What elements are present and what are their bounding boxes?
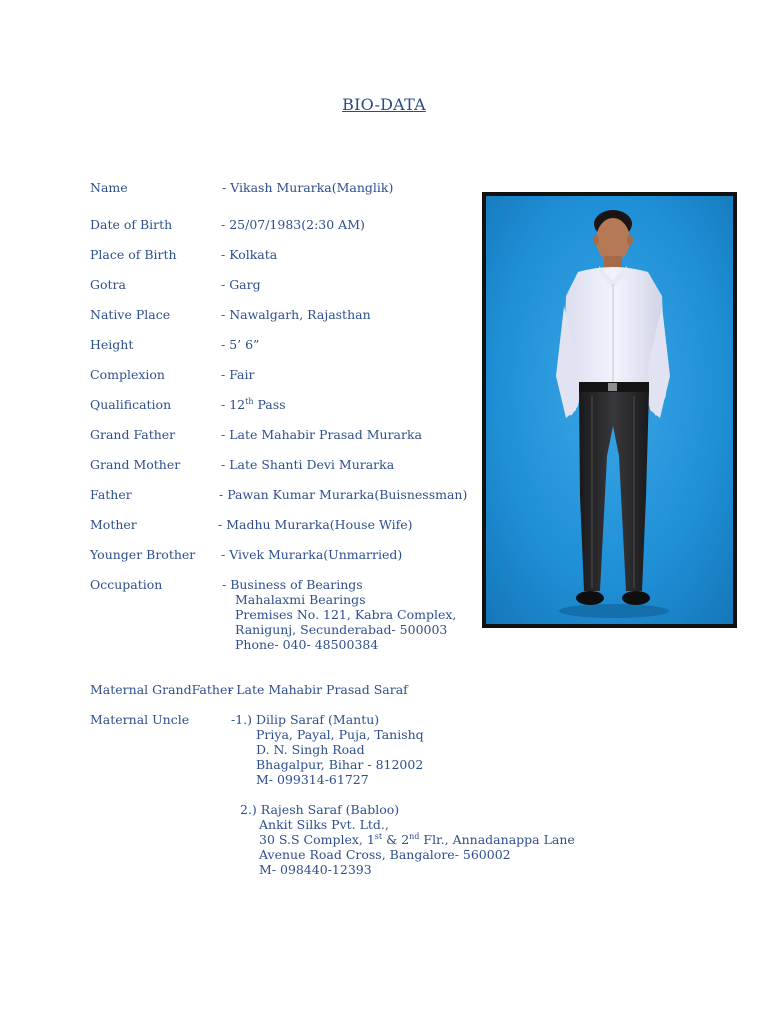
uncle2-line: 30 S.S Complex, 1st & 2nd Flr., Annadanappa Lane xyxy=(259,831,575,847)
value-name: - Vikash Murarka(Manglik) xyxy=(222,180,394,195)
label-native-place: Native Place xyxy=(90,307,171,322)
label-grand-mother: Grand Mother xyxy=(90,457,181,472)
label-place-of-birth: Place of Birth xyxy=(90,247,177,262)
uncle1-line: Bhagalpur, Bihar - 812002 xyxy=(256,757,424,772)
uncle1-line: D. N. Singh Road xyxy=(256,742,365,757)
uncle2-line: Ankit Silks Pvt. Ltd., xyxy=(259,817,389,832)
label-gotra: Gotra xyxy=(90,277,126,292)
value-qualification: - 12th Pass xyxy=(221,396,286,412)
value-height: - 5’ 6” xyxy=(221,337,260,352)
value-younger-brother: - Vivek Murarka(Unmarried) xyxy=(221,547,403,562)
label-father: Father xyxy=(90,487,132,502)
value-father: - Pawan Kumar Murarka(Buisnessman) xyxy=(219,487,468,502)
label-younger-brother: Younger Brother xyxy=(90,547,196,562)
label-name: Name xyxy=(90,180,128,195)
label-occupation: Occupation xyxy=(90,577,163,592)
occupation-address xyxy=(235,592,456,652)
label-grand-father: Grand Father xyxy=(90,427,176,442)
value-complexion: - Fair xyxy=(221,367,255,382)
label-date-of-birth: Date of Birth xyxy=(90,217,173,232)
uncle1-line: M- 099314-61727 xyxy=(256,772,369,787)
label-qualification: Qualification xyxy=(90,397,172,412)
portrait-image xyxy=(486,196,733,624)
value-gotra: - Garg xyxy=(221,277,261,292)
uncle1-line: Priya, Payal, Puja, Tanishq xyxy=(256,727,424,742)
occupation-line: Phone- 040- 48500384 xyxy=(235,637,379,652)
uncle1-address xyxy=(256,727,424,787)
value-grand-mother: - Late Shanti Devi Murarka xyxy=(221,457,395,472)
label-maternal-grandfather: Maternal GrandFather xyxy=(90,682,234,697)
value-grand-father: - Late Mahabir Prasad Murarka xyxy=(221,427,423,442)
label-height: Height xyxy=(90,337,134,352)
value-occupation: - Business of Bearings xyxy=(222,577,363,592)
value-uncle1-head: -1.) Dilip Saraf (Mantu) xyxy=(231,712,380,727)
value-native-place: - Nawalgarh, Rajasthan xyxy=(221,307,371,322)
label-complexion: Complexion xyxy=(90,367,165,382)
occupation-line: Ranigunj, Secunderabad- 500003 xyxy=(235,622,448,637)
value-mother: - Madhu Murarka(House Wife) xyxy=(218,517,413,532)
value-maternal-grandfather: - Late Mahabir Prasad Saraf xyxy=(228,682,408,697)
value-date-of-birth: - 25/07/1983(2:30 AM) xyxy=(221,217,365,232)
uncle2-line: M- 098440-12393 xyxy=(259,862,372,877)
page-title: BIO-DATA xyxy=(342,95,426,114)
uncle2-head: 2.) Rajesh Saraf (Babloo) xyxy=(240,802,400,817)
uncle2-line: Avenue Road Cross, Bangalore- 560002 xyxy=(259,847,511,862)
label-mother: Mother xyxy=(90,517,137,532)
label-maternal-uncle: Maternal Uncle xyxy=(90,712,190,727)
uncle2-address xyxy=(259,817,575,877)
occupation-line: Mahalaxmi Bearings xyxy=(235,592,366,607)
occupation-line: Premises No. 121, Kabra Complex, xyxy=(235,607,457,622)
value-place-of-birth: - Kolkata xyxy=(221,247,278,262)
profile-photo xyxy=(482,192,737,628)
